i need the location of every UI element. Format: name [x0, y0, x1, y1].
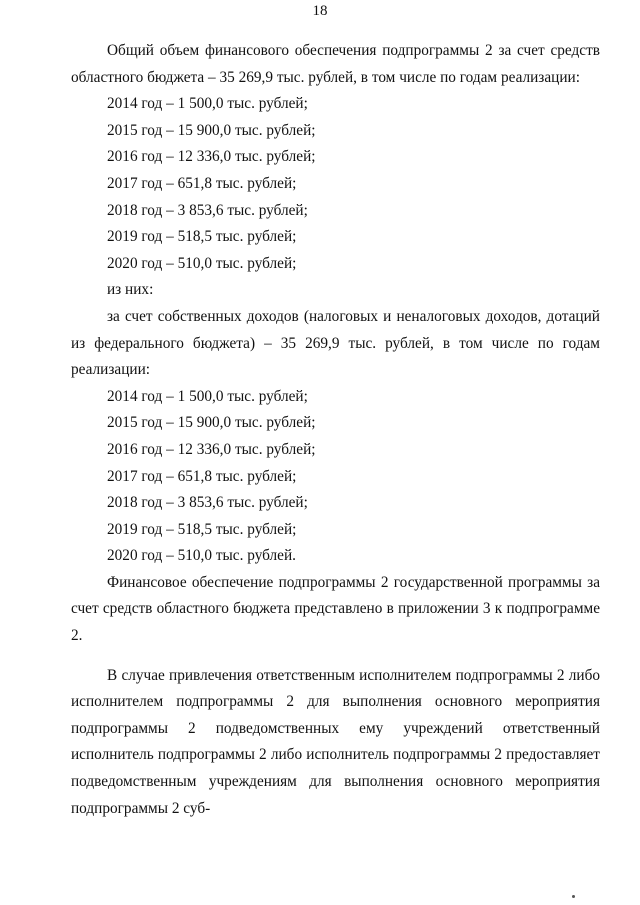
list-item: 2016 год – 12 336,0 тыс. рублей;	[107, 440, 316, 458]
list-item: 2020 год – 510,0 тыс. рублей;	[107, 254, 297, 272]
scan-mark	[572, 895, 575, 898]
list-item: 2017 год – 651,8 тыс. рублей;	[107, 467, 297, 485]
list-item: 2016 год – 12 336,0 тыс. рублей;	[107, 148, 316, 166]
funding-by-year-list	[71, 91, 600, 277]
paragraph-subordinate-institutions: В случае привлечения ответственным исполнителем подпрограммы 2 либо исполнителем подпрограммы 2 для выполнения основного мероприятия подпрограммы 2 подведомственных ему учреждений ответственный исполнитель подпрограммы 2 либо исполнитель подпрограммы 2 предоставляет подведомственным учреждениям для выполнения основного мероприятия подпрограммы 2 суб-	[71, 666, 600, 817]
paragraph-own-revenue: за счет собственных доходов (налоговых и неналоговых доходов, дотаций из федерального бюджета) – 35 269,9 тыс. рублей, в том числе по годам реализации:	[71, 307, 600, 379]
list-item: 2019 год – 518,5 тыс. рублей;	[107, 520, 297, 538]
page-number: 18	[312, 3, 328, 19]
list-item: 2020 год – 510,0 тыс. рублей.	[107, 547, 296, 565]
paragraph-total-funding: Общий объем финансового обеспечения подпрограммы 2 за счет средств областного бюджета – 35 269,9 тыс. рублей, в том числе по годам реализации:	[71, 42, 600, 86]
list-item: 2014 год – 1 500,0 тыс. рублей;	[107, 387, 308, 405]
own-revenue-by-year-list	[71, 384, 600, 570]
from-them-label: из них:	[107, 281, 154, 299]
list-item: 2019 год – 518,5 тыс. рублей;	[107, 228, 297, 246]
list-item: 2014 год – 1 500,0 тыс. рублей;	[107, 95, 308, 113]
list-item: 2017 год – 651,8 тыс. рублей;	[107, 174, 297, 192]
paragraph-appendix-reference: Финансовое обеспечение подпрограммы 2 государственной программы за счет средств областного бюджета представлено в приложении 3 к подпрограмме 2.	[71, 573, 600, 645]
list-item: 2015 год – 15 900,0 тыс. рублей;	[107, 414, 316, 432]
list-item: 2018 год – 3 853,6 тыс. рублей;	[107, 201, 308, 219]
paragraph-gap	[71, 650, 600, 663]
list-item: 2015 год – 15 900,0 тыс. рублей;	[107, 121, 316, 139]
list-item: 2018 год – 3 853,6 тыс. рублей;	[107, 494, 308, 512]
document-body	[71, 38, 600, 822]
